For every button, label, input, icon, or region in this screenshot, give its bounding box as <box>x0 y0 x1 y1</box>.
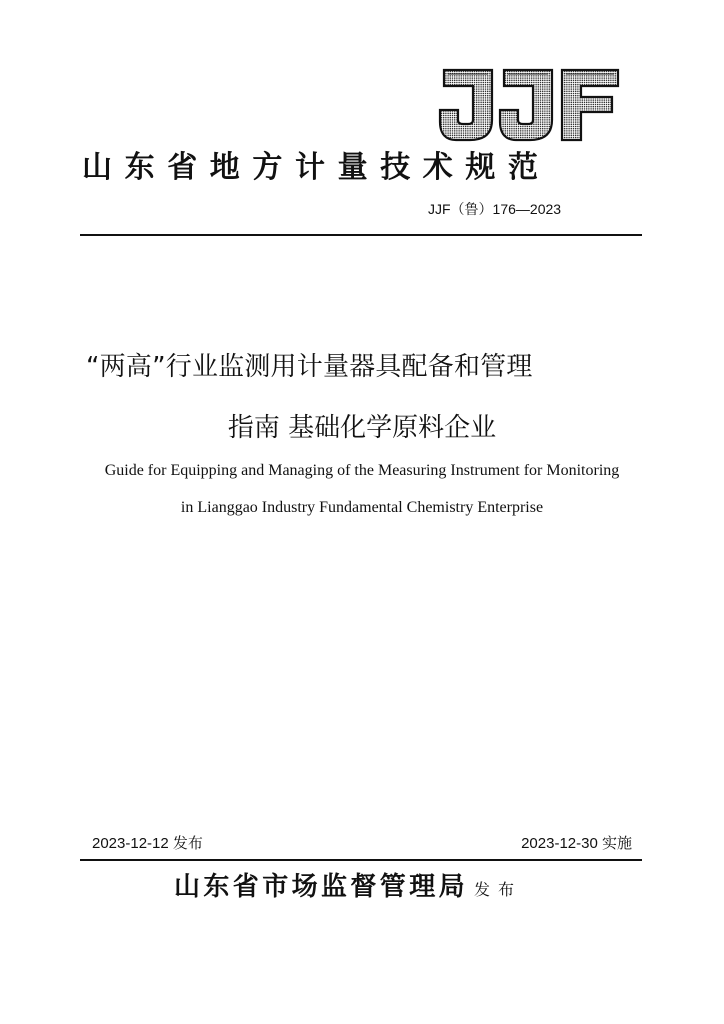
publisher-suffix: 发布 <box>474 880 523 899</box>
issue-date: 2023-12-12 发布 <box>92 835 203 852</box>
implementation-date: 2023-12-30 实施 <box>521 835 632 852</box>
standard-number: JJF（鲁）176—2023 <box>428 201 562 217</box>
english-title-line-1: Guide for Equipping and Managing of the Measuring Instrument for Monitoring <box>104 462 620 479</box>
bottom-divider <box>80 859 642 861</box>
publisher <box>174 866 522 903</box>
jjf-logo <box>436 66 622 144</box>
chinese-title-line-1: “两高”行业监测用计量器具配备和管理 <box>86 352 533 382</box>
top-divider <box>80 234 642 236</box>
chinese-title-line-2: 指南 基础化学原料企业 <box>227 413 497 443</box>
publisher-name: 山东省市场监督管理局 <box>174 872 469 902</box>
authority-title: 山东省地方计量技术规范 <box>82 150 551 185</box>
english-title-line-2: in Lianggao Industry Fundamental Chemistry Enterprise <box>180 499 544 516</box>
